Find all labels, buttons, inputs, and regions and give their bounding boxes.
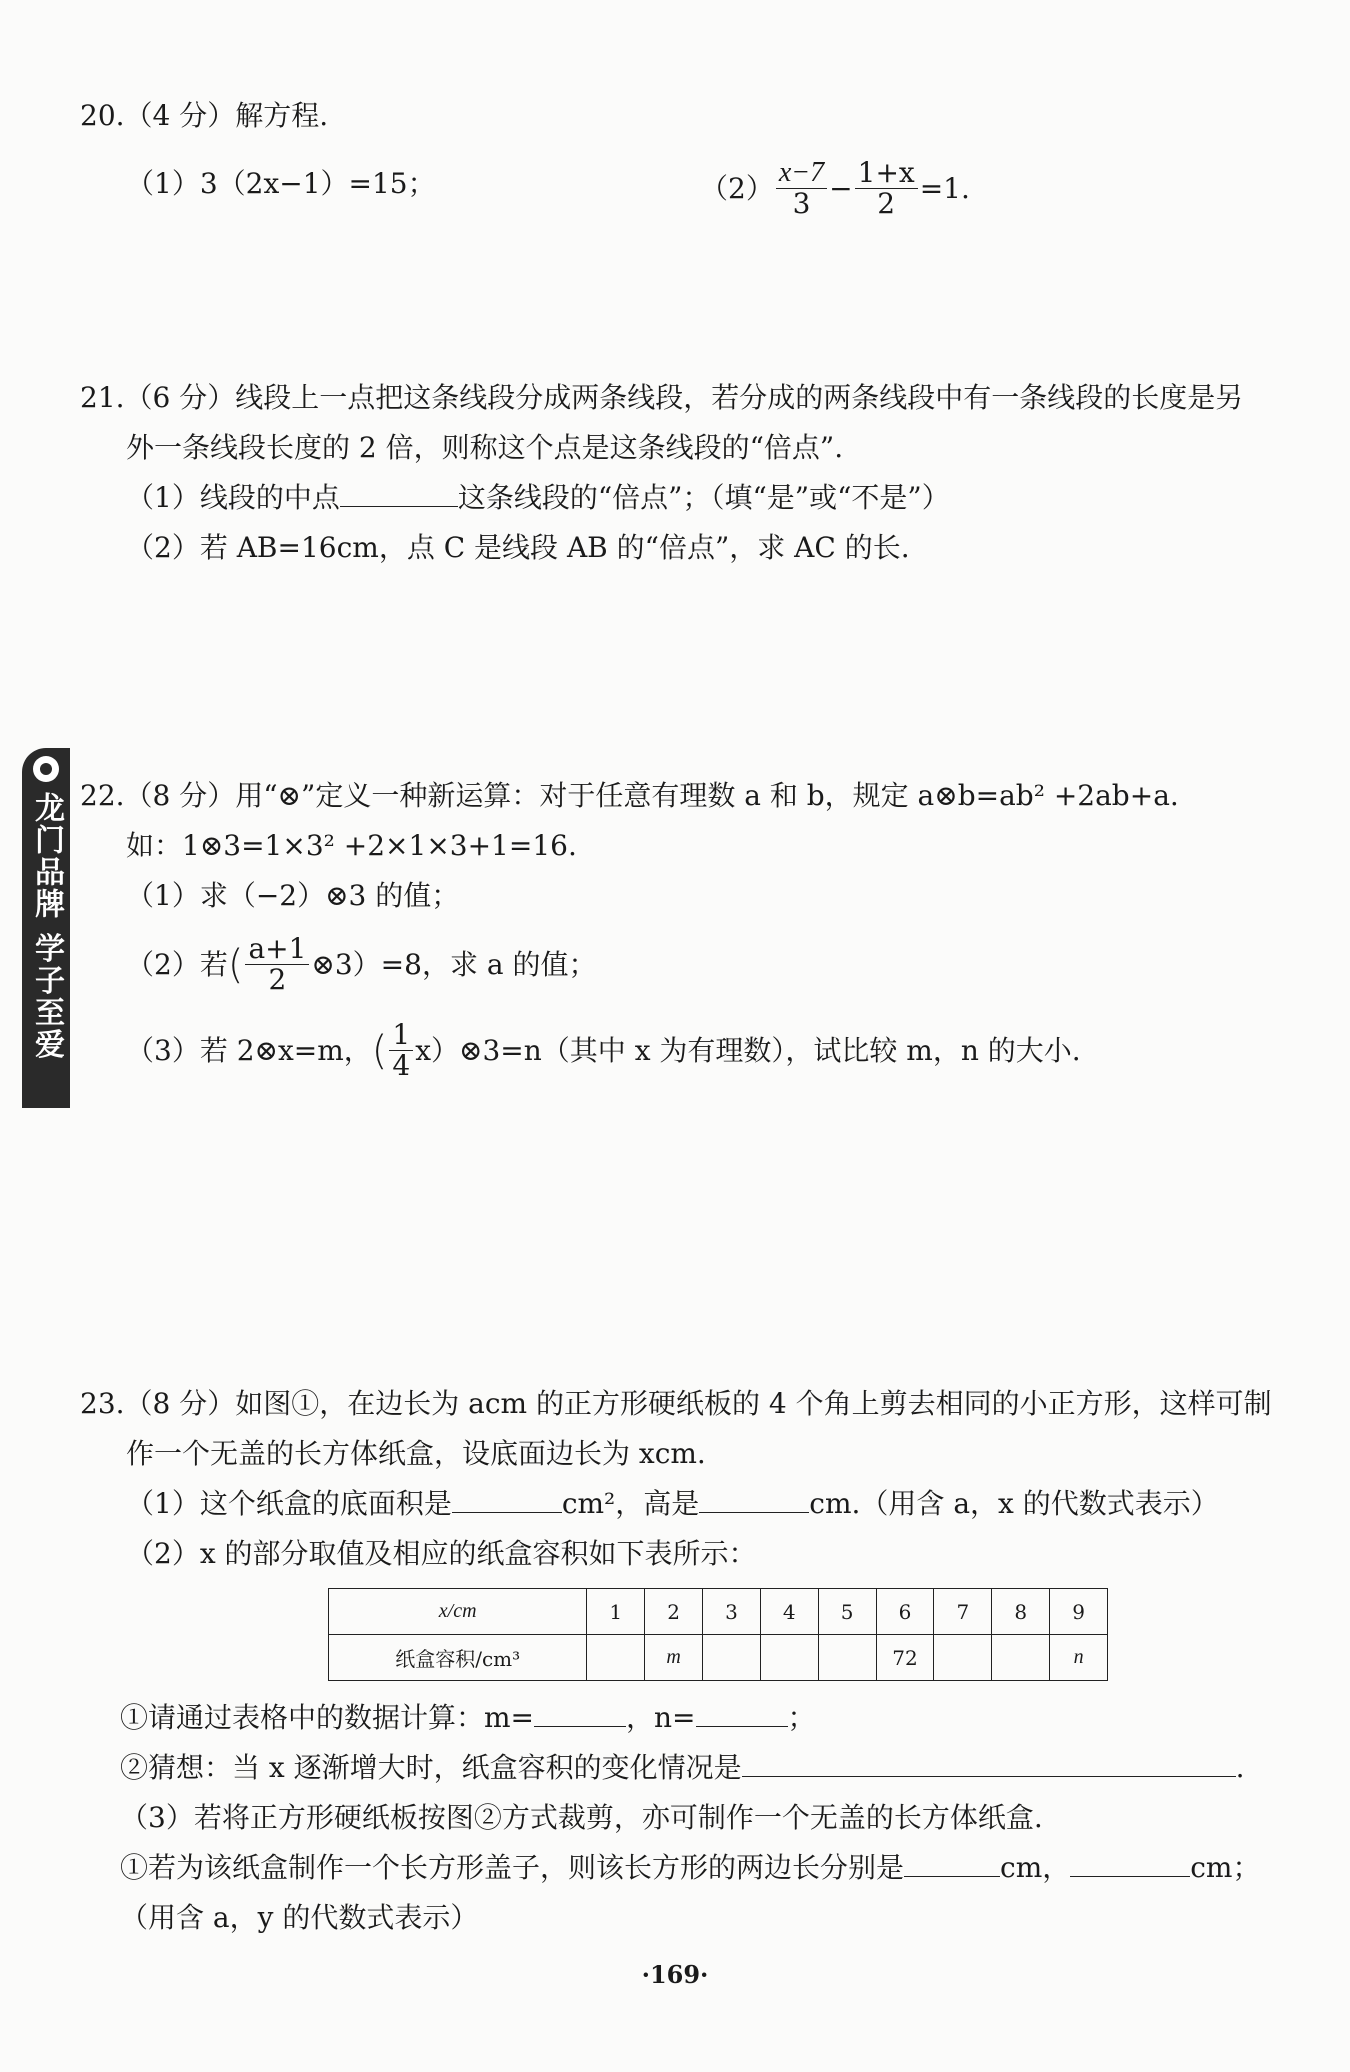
q20-fraction-1	[776, 158, 827, 219]
q23-part1-a: （1）这个纸盒的底面积是	[126, 1487, 452, 1520]
q23-calc-b: ，n=	[626, 1701, 696, 1734]
q21-line1: 21.（6 分）线段上一点把这条线段分成两条线段，若分成的两条线段中有一条线段的长度是另	[80, 381, 1244, 414]
q23-lid-a: ①若为该纸盒制作一个长方形盖子，则该长方形的两边长分别是	[120, 1851, 905, 1884]
table-row-volume	[329, 1635, 1108, 1681]
table-cell	[992, 1635, 1050, 1681]
q22-part2	[126, 934, 596, 995]
q20-part2-label: （2）	[700, 171, 774, 205]
q21-part1-before: （1）线段的中点	[126, 481, 340, 514]
table-cell: 7	[934, 1589, 992, 1635]
q21-answer-blank[interactable]	[340, 480, 458, 507]
q23-area-blank[interactable]	[452, 1486, 562, 1513]
table-cell: 72	[876, 1635, 934, 1681]
q23-calc-a: ①请通过表格中的数据计算：m=	[120, 1701, 535, 1734]
q22-part3	[126, 1020, 1081, 1081]
q22-part3-after: x）⊗3=n（其中 x 为有理数），试比较 m，n 的大小.	[415, 1033, 1081, 1067]
q23-part3-lid	[120, 1848, 1260, 1888]
table-cell: 3	[703, 1589, 761, 1635]
q20-minus: −	[829, 171, 853, 205]
q23-lid-c: cm；	[1190, 1851, 1261, 1884]
q23-part3-note: （用含 a，y 的代数式表示）	[120, 1901, 479, 1934]
q22-part3-open-paren: (	[371, 1027, 388, 1074]
q22-part2-denominator: 2	[268, 963, 287, 996]
q23-part2: （2）x 的部分取值及相应的纸盒容积如下表所示：	[126, 1537, 757, 1570]
table-cell	[934, 1635, 992, 1681]
q23-lid-length-blank[interactable]	[904, 1850, 1000, 1877]
table-cell: m	[645, 1635, 703, 1681]
table-cell	[703, 1635, 761, 1681]
brand-dot-icon	[33, 756, 59, 782]
q22-part3-denominator: 4	[392, 1049, 411, 1082]
q23-guess	[120, 1748, 1245, 1788]
table-cell: 9	[1050, 1589, 1108, 1635]
table-cell	[587, 1635, 645, 1681]
q22-part3-before: （3）若 2⊗x=m，	[126, 1033, 372, 1067]
q23-line1: 23.（8 分）如图①，在边长为 acm 的正方形硬纸板的 4 个角上剪去相同的小正方形，这样可制	[80, 1387, 1272, 1420]
q20-frac2-numerator: 1+x	[855, 158, 918, 189]
q23-calc	[120, 1698, 816, 1738]
q23-part3: （3）若将正方形硬纸板按图②方式裁剪，亦可制作一个无盖的长方体纸盒.	[120, 1801, 1043, 1834]
table-row-x	[329, 1589, 1108, 1635]
q22-part2-before: （2）若	[126, 947, 228, 981]
q20-part2	[700, 158, 970, 219]
q22-part2-fraction	[245, 934, 309, 995]
brand-slogan: 龙门品牌 学子至爱	[29, 792, 64, 1061]
q20-frac1-denominator: 3	[792, 187, 811, 220]
q20-frac1-numerator: x−7	[776, 158, 827, 189]
q23-guess-a: ②猜想：当 x 逐渐增大时，纸盒容积的变化情况是	[120, 1751, 742, 1784]
table-cell: 1	[587, 1589, 645, 1635]
q22-part2-after: ⊗3）=8，求 a 的值；	[311, 947, 597, 981]
q20-fraction-2	[855, 158, 918, 219]
q22-part2-numerator: a+1	[245, 934, 309, 965]
volume-table	[328, 1588, 1108, 1681]
q23-m-blank[interactable]	[534, 1700, 626, 1727]
q21-line2: 外一条线段长度的 2 倍，则称这个点是这条线段的“倍点”.	[126, 431, 844, 464]
table-cell: 2	[645, 1589, 703, 1635]
table-cell: 4	[760, 1589, 818, 1635]
q23-part1-b: cm²，高是	[561, 1487, 700, 1520]
q22-line2: 如：1⊗3=1×3² +2×1×3+1=16.	[126, 829, 577, 862]
q23-calc-c: ；	[787, 1701, 816, 1734]
q21-part1-after: 这条线段的“倍点”；（填“是”或“不是”）	[457, 481, 950, 514]
table-cell: 5	[818, 1589, 876, 1635]
q23-height-blank[interactable]	[699, 1486, 809, 1513]
q23-part1	[126, 1484, 1219, 1524]
q22-part2-open-paren: (	[227, 941, 244, 988]
q22-part1: （1）求（−2）⊗3 的值；	[126, 879, 460, 912]
table-cell: 6	[876, 1589, 934, 1635]
q23-part1-c: cm.（用含 a，x 的代数式表示）	[809, 1487, 1219, 1520]
table-header-volume: 纸盒容积/cm³	[329, 1635, 587, 1681]
brand-side-tab	[22, 748, 70, 1108]
q23-lid-width-blank[interactable]	[1070, 1850, 1190, 1877]
table-cell	[818, 1635, 876, 1681]
q20-part2-end: =1.	[919, 171, 970, 205]
q20-frac2-denominator: 2	[877, 187, 896, 220]
q23-lid-b: cm，	[1000, 1851, 1071, 1884]
q23-guess-b: .	[1235, 1751, 1245, 1784]
q22-line1: 22.（8 分）用“⊗”定义一种新运算：对于任意有理数 a 和 b，规定 a⊗b=ab² +2ab+a.	[80, 779, 1179, 812]
q20-part1: （1）3（2x−1）=15；	[126, 167, 436, 200]
table-cell	[760, 1635, 818, 1681]
q22-part3-numerator: 1	[389, 1020, 413, 1051]
q22-part3-fraction	[389, 1020, 413, 1081]
q23-guess-blank[interactable]	[742, 1750, 1236, 1777]
table-header-x: x/cm	[329, 1589, 587, 1635]
q21-part2: （2）若 AB=16cm，点 C 是线段 AB 的“倍点”，求 AC 的长.	[126, 531, 910, 564]
page-number: ·169·	[641, 1960, 709, 1989]
q23-line2: 作一个无盖的长方体纸盒，设底面边长为 xcm.	[126, 1437, 706, 1470]
table-cell: 8	[992, 1589, 1050, 1635]
q23-n-blank[interactable]	[696, 1700, 788, 1727]
q20-stem: 20.（4 分）解方程.	[80, 99, 329, 132]
q21-part1	[126, 478, 950, 518]
table-cell: n	[1050, 1635, 1108, 1681]
